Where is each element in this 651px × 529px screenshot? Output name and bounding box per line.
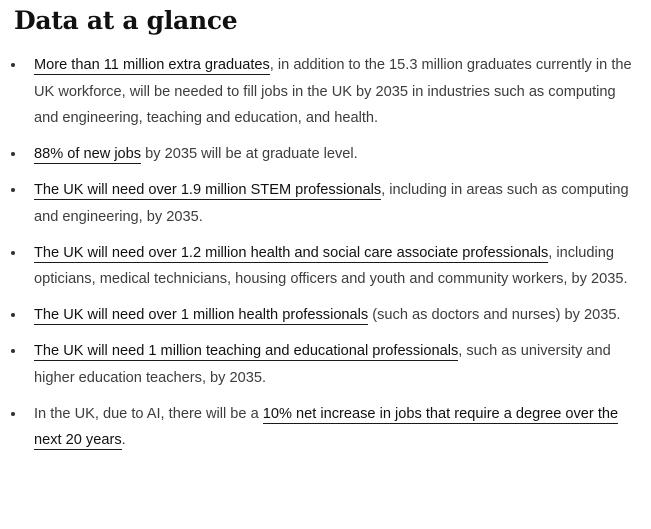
list-item (0, 177, 651, 230)
item-text: , including in areas such as computing and engineering, by 2035. (34, 182, 629, 225)
list-item (0, 240, 651, 293)
item-text: . (121, 432, 126, 448)
bullet-icon (11, 401, 16, 428)
item-text: , including opticians, medical technicians, housing officers and youth and community workers, by 2035. (34, 244, 628, 287)
bullet-icon (11, 52, 16, 79)
bullet-icon (11, 141, 16, 168)
list-item (0, 338, 651, 391)
ai-degree-jobs-link[interactable]: 10% net increase in jobs that require a degree over the next 20 years (34, 405, 619, 448)
item-text: (such as doctors and nurses) by 2035. (368, 307, 621, 323)
list-item (0, 52, 651, 132)
page-title: Data at a glance (14, 6, 238, 35)
bullet-icon (11, 302, 16, 329)
bullet-icon (11, 177, 16, 204)
item-text: , such as university and higher education teachers, by 2035. (34, 343, 611, 386)
bullet-icon (11, 240, 16, 267)
teaching-professionals-link[interactable]: The UK will need 1 million teaching and educational professionals (34, 343, 459, 359)
list-item (0, 141, 651, 168)
health-social-care-link[interactable]: The UK will need over 1.2 million health and social care associate professionals (34, 244, 549, 261)
bullet-icon (11, 338, 16, 365)
stem-professionals-link[interactable]: The UK will need over 1.9 million STEM professionals (34, 182, 382, 198)
list-item (0, 302, 651, 329)
new-jobs-link[interactable]: 88% of new jobs (34, 146, 142, 162)
item-prefix-text: In the UK, due to AI, there will be a (34, 405, 263, 422)
list-item (0, 401, 651, 454)
graduates-link[interactable]: More than 11 million extra graduates (34, 57, 270, 73)
data-list (0, 52, 651, 463)
item-text: by 2035 will be at graduate level. (141, 146, 358, 162)
health-professionals-link[interactable]: The UK will need over 1 million health professionals (34, 307, 369, 323)
item-text: , in addition to the 15.3 million graduates currently in the UK workforce, will be needed to fill jobs in the UK by 2035 in industries such as computing and engineering, teaching and education, and health. (34, 57, 632, 126)
